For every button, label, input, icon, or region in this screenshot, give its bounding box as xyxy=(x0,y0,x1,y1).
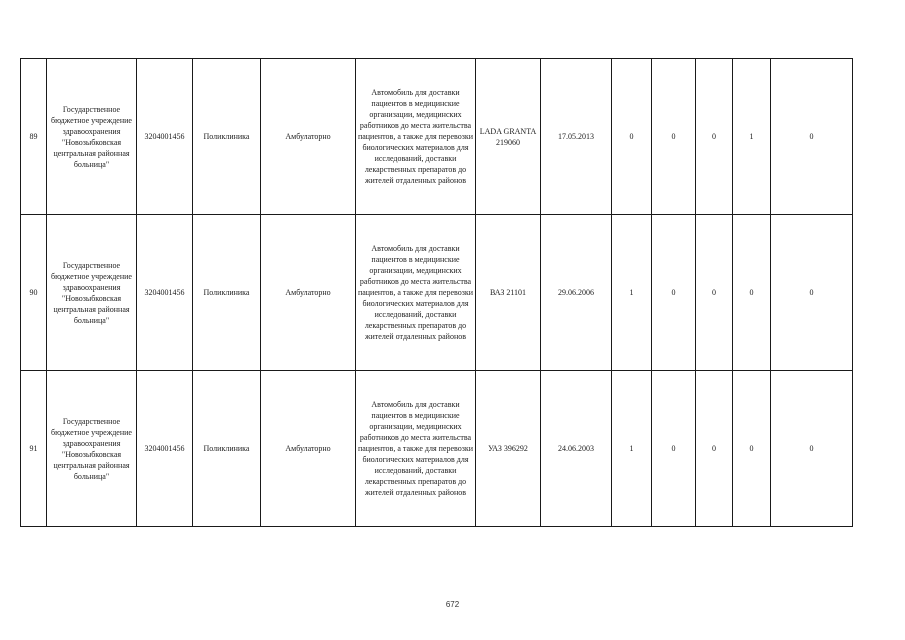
division: Поликлиника xyxy=(193,371,261,527)
registration-date: 17.05.2013 xyxy=(541,59,612,215)
vehicle-purpose: Автомобиль для доставки пациентов в медицинские организации, медицинских работников до места жительства пациентов, а также для перевозки биологических материалов для исследований, доставки лекарственных препаратов до жителей отдаленных районов xyxy=(356,215,476,371)
count-cell: 0 xyxy=(733,371,771,527)
count-cell: 0 xyxy=(733,215,771,371)
organization-name: Государственное бюджетное учреждение здравоохранения "Новозыбковская центральная районная больница" xyxy=(47,215,137,371)
vehicle-purpose: Автомобиль для доставки пациентов в медицинские организации, медицинских работников до места жительства пациентов, а также для перевозки биологических материалов для исследований, доставки лекарственных препаратов до жителей отдаленных районов xyxy=(356,59,476,215)
row-number: 91 xyxy=(21,371,47,527)
vehicle-registry-table xyxy=(20,58,853,527)
vehicle-model: УАЗ 396292 xyxy=(476,371,541,527)
inn-code: 3204001456 xyxy=(137,59,193,215)
count-cell: 0 xyxy=(696,215,733,371)
count-cell: 1 xyxy=(612,371,652,527)
vehicle-purpose: Автомобиль для доставки пациентов в медицинские организации, медицинских работников до места жительства пациентов, а также для перевозки биологических материалов для исследований, доставки лекарственных препаратов до жителей отдаленных районов xyxy=(356,371,476,527)
table-row xyxy=(21,59,853,215)
registration-date: 29.06.2006 xyxy=(541,215,612,371)
vehicle-model: ВАЗ 21101 xyxy=(476,215,541,371)
count-cell: 0 xyxy=(771,59,853,215)
count-cell: 0 xyxy=(696,371,733,527)
table-row xyxy=(21,371,853,527)
organization-name: Государственное бюджетное учреждение здравоохранения "Новозыбковская центральная районная больница" xyxy=(47,59,137,215)
page-number: 672 xyxy=(445,600,460,609)
care-type: Амбулаторно xyxy=(261,59,356,215)
count-cell: 0 xyxy=(652,59,696,215)
count-cell: 0 xyxy=(771,371,853,527)
organization-name: Государственное бюджетное учреждение здравоохранения "Новозыбковская центральная районная больница" xyxy=(47,371,137,527)
count-cell: 0 xyxy=(652,371,696,527)
vehicle-model: LADA GRANTA 219060 xyxy=(476,59,541,215)
count-cell: 0 xyxy=(771,215,853,371)
division: Поликлиника xyxy=(193,215,261,371)
care-type: Амбулаторно xyxy=(261,215,356,371)
division: Поликлиника xyxy=(193,59,261,215)
count-cell: 0 xyxy=(652,215,696,371)
row-number: 90 xyxy=(21,215,47,371)
table-row xyxy=(21,215,853,371)
registration-date: 24.06.2003 xyxy=(541,371,612,527)
inn-code: 3204001456 xyxy=(137,215,193,371)
count-cell: 0 xyxy=(612,59,652,215)
count-cell: 1 xyxy=(612,215,652,371)
count-cell: 0 xyxy=(696,59,733,215)
count-cell: 1 xyxy=(733,59,771,215)
care-type: Амбулаторно xyxy=(261,371,356,527)
inn-code: 3204001456 xyxy=(137,371,193,527)
row-number: 89 xyxy=(21,59,47,215)
